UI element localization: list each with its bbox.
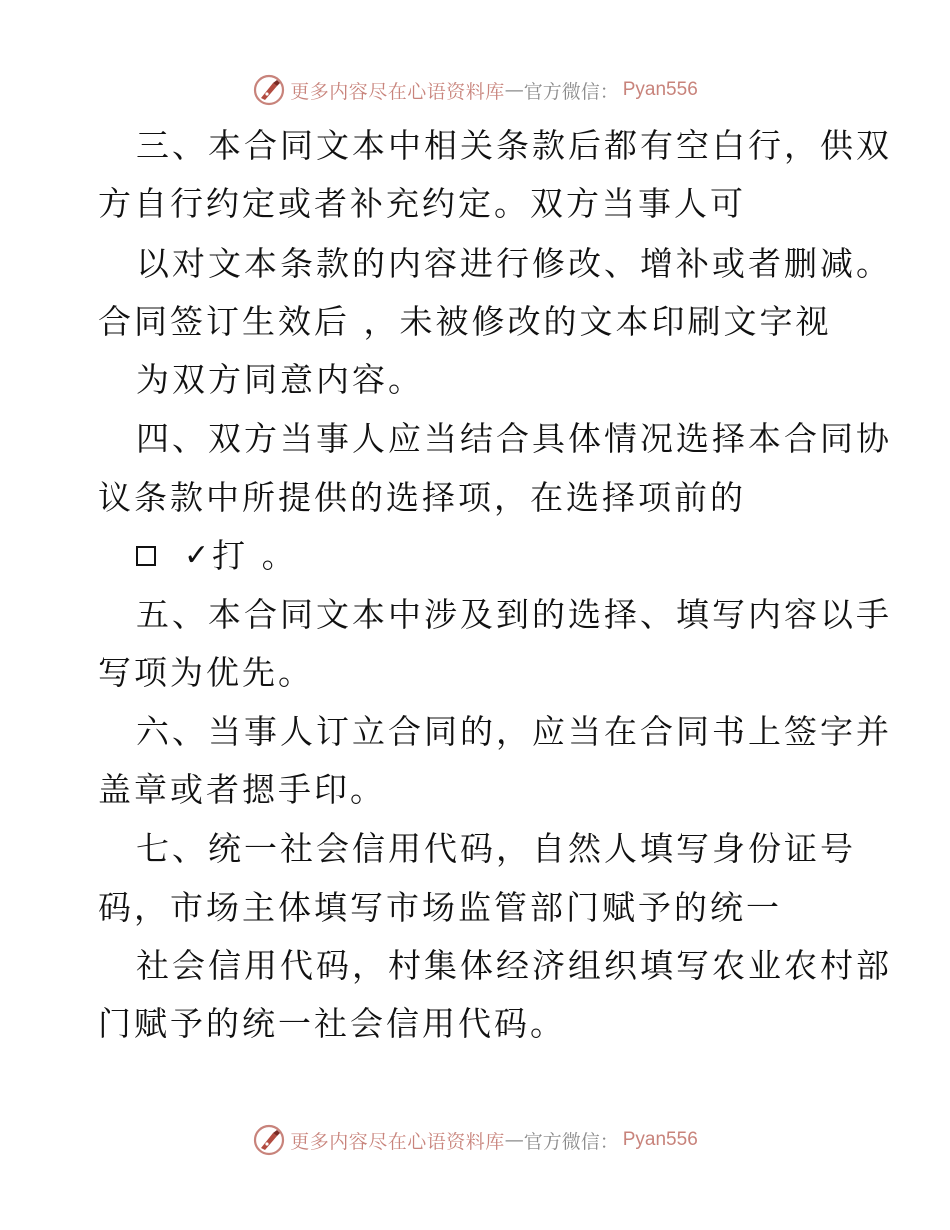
watermark-separator: — xyxy=(504,1129,524,1151)
watermark-wechat-label: 官方微信： xyxy=(523,80,619,103)
body-line-1: 三、本合同文本中相关条款后都有空白行，供双 xyxy=(136,126,892,165)
pen-nib-logo-icon xyxy=(252,73,286,107)
pen-nib-logo-icon xyxy=(252,1123,286,1157)
footer-watermark xyxy=(0,1120,950,1160)
body-line-3: 以对文本条款的内容进行修改、增补或者删减。 xyxy=(136,244,892,283)
body-line-8: 打 。 xyxy=(212,536,298,575)
body-line-13: 七、统一社会信用代码，自然人填写身份证号 xyxy=(136,829,856,868)
watermark-separator: — xyxy=(504,79,524,101)
watermark-wechat-id: Pyan556 xyxy=(622,79,698,100)
body-line-11: 六、当事人订立合同的，应当在合同书上签字并 xyxy=(136,712,892,751)
watermark-wechat-label: 官方微信： xyxy=(523,1130,619,1153)
checkbox-instruction-line xyxy=(136,534,298,578)
body-line-2: 方自行约定或者补充约定。双方当事人可 xyxy=(98,184,746,223)
empty-checkbox-icon xyxy=(136,546,156,566)
body-line-15: 社会信用代码，村集体经济组织填写农业农村部 xyxy=(136,946,892,985)
body-line-9: 五、本合同文本中涉及到的选择、填写内容以手 xyxy=(136,595,892,634)
body-line-4: 合同签订生效后 ，未被修改的文本印刷文字视 xyxy=(98,302,832,341)
body-line-14: 码，市场主体填写市场监管部门赋予的统一 xyxy=(98,888,782,927)
body-line-12: 盖章或者摁手印。 xyxy=(98,770,386,809)
watermark-site-text: 更多内容尽在心语资料库 xyxy=(290,1130,505,1153)
watermark-site-text: 更多内容尽在心语资料库 xyxy=(290,80,505,103)
body-line-7: 议条款中所提供的选择项，在选择项前的 xyxy=(98,478,746,517)
check-mark-icon: ✓ xyxy=(184,538,213,573)
body-line-16: 门赋予的统一社会信用代码。 xyxy=(98,1004,566,1043)
watermark-wechat-id: Pyan556 xyxy=(622,1129,698,1150)
header-watermark xyxy=(0,70,950,110)
body-line-10: 写项为优先。 xyxy=(98,653,314,692)
body-line-6: 四、双方当事人应当结合具体情况选择本合同协 xyxy=(136,419,892,458)
body-line-5: 为双方同意内容。 xyxy=(136,360,424,399)
